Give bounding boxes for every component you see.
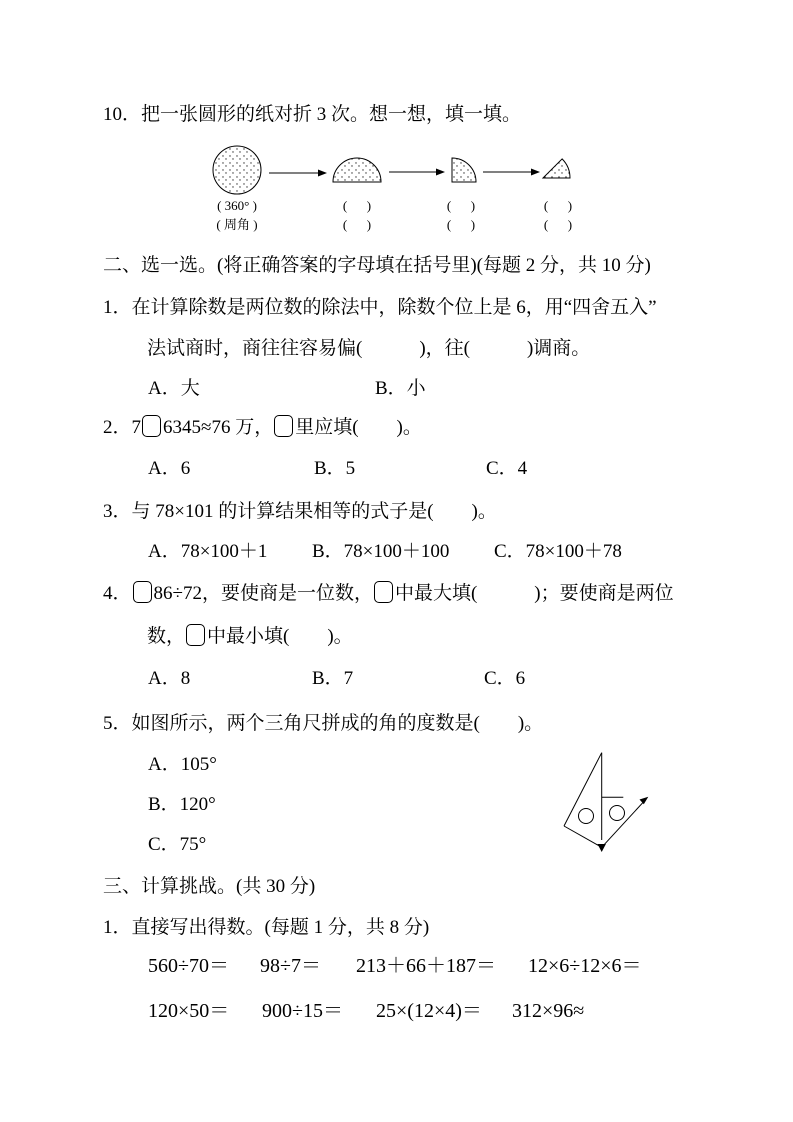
calc-expression: 312×96≈ <box>512 1000 585 1022</box>
calc-expression: 25×(12×4)＝ <box>376 1000 482 1022</box>
eighth-sector-shape <box>543 159 570 178</box>
s2-q4-option-c: C．6 <box>484 668 526 689</box>
ruler-hole-icon <box>610 806 625 821</box>
left-triangle-ruler <box>564 753 602 848</box>
s2-q1-option-b: B．小 <box>375 378 426 399</box>
answer-box <box>374 581 393 603</box>
section-3-title: 三、计算挑战。(共 30 分) <box>103 876 316 897</box>
calc-expression: 12×6÷12×6＝ <box>528 955 642 977</box>
s2-q5-option-b: B．120° <box>148 794 216 815</box>
s2-q5-option-c: C．75° <box>148 834 207 855</box>
s2-q2-option-b: B．5 <box>314 458 356 479</box>
s2-q1-line2: 法试商时，商往往容易偏( )，往( )调商。 <box>147 338 591 359</box>
s2-q2-option-a: A．6 <box>148 458 191 479</box>
answer-paren: ( ) <box>543 198 573 213</box>
s2-q4-option-b: B．7 <box>312 668 354 689</box>
answer-paren: ( ) <box>446 198 476 213</box>
answer-box <box>142 415 161 437</box>
calc-expression: 120×50＝ <box>148 1000 230 1022</box>
s2-q4-line1: 4． 86÷72，要使商是一位数， 中最大填( )；要使商是两位 <box>103 583 674 604</box>
calc-expression: 98÷7＝ <box>260 955 321 977</box>
calc-expression: 213＋66＋187＝ <box>356 955 496 977</box>
s2-q2-option-c: C．4 <box>486 458 528 479</box>
arrow-icon <box>269 170 327 177</box>
half-circle-shape <box>333 158 381 182</box>
quarter-circle-shape <box>452 158 476 182</box>
s2-q5-option-a: A．105° <box>148 754 217 775</box>
s2-q3-option-c: C．78×100＋78 <box>494 541 622 562</box>
answer-box <box>186 624 205 646</box>
arrow-icon <box>483 169 540 176</box>
s2-q3-option-a: A．78×100＋1 <box>148 541 268 562</box>
circle-degree-label: ( 360° ) <box>217 198 257 213</box>
s2-q3-line1: 3．与 78×101 的计算结果相等的式子是( )。 <box>103 501 497 522</box>
full-circle-shape <box>213 146 261 194</box>
s3-sub1-title: 1．直接写出得数。(每题 1 分，共 8 分) <box>103 917 430 938</box>
question-10-text: 10．把一张圆形的纸对折 3 次。想一想，填一填。 <box>103 104 522 125</box>
s2-q1-line1: 1．在计算除数是两位数的除法中，除数个位上是 6，用“四舍五入” <box>103 297 657 318</box>
s2-q2-line1: 2．7 6345≈76 万， 里应填( )。 <box>103 417 422 438</box>
answer-box <box>274 415 293 437</box>
circle-angle-label: ( 周角 ) <box>216 217 258 232</box>
s2-q5-line1: 5．如图所示，两个三角尺拼成的角的度数是( )。 <box>103 713 544 734</box>
answer-paren: ( ) <box>342 198 372 213</box>
answer-paren: ( ) <box>543 217 573 232</box>
s2-q4-line2: 数， 中最小填( )。 <box>147 626 353 647</box>
ruler-hole-icon <box>579 809 594 824</box>
s2-q3-option-b: B．78×100＋100 <box>312 541 450 562</box>
answer-paren: ( ) <box>446 217 476 232</box>
set-square-figure <box>550 742 660 854</box>
answer-box <box>133 581 152 603</box>
answer-paren: ( ) <box>342 217 372 232</box>
s2-q4-option-a: A．8 <box>148 668 191 689</box>
calc-expression: 900÷15＝ <box>262 1000 343 1022</box>
right-triangle-ruler <box>598 797 649 852</box>
fold-diagram <box>200 140 620 235</box>
section-2-title: 二、选一选。(将正确答案的字母填在括号里)(每题 2 分，共 10 分) <box>103 255 651 276</box>
s2-q1-option-a: A．大 <box>148 378 200 399</box>
calc-expression: 560÷70＝ <box>148 955 229 977</box>
arrow-icon <box>389 169 445 176</box>
